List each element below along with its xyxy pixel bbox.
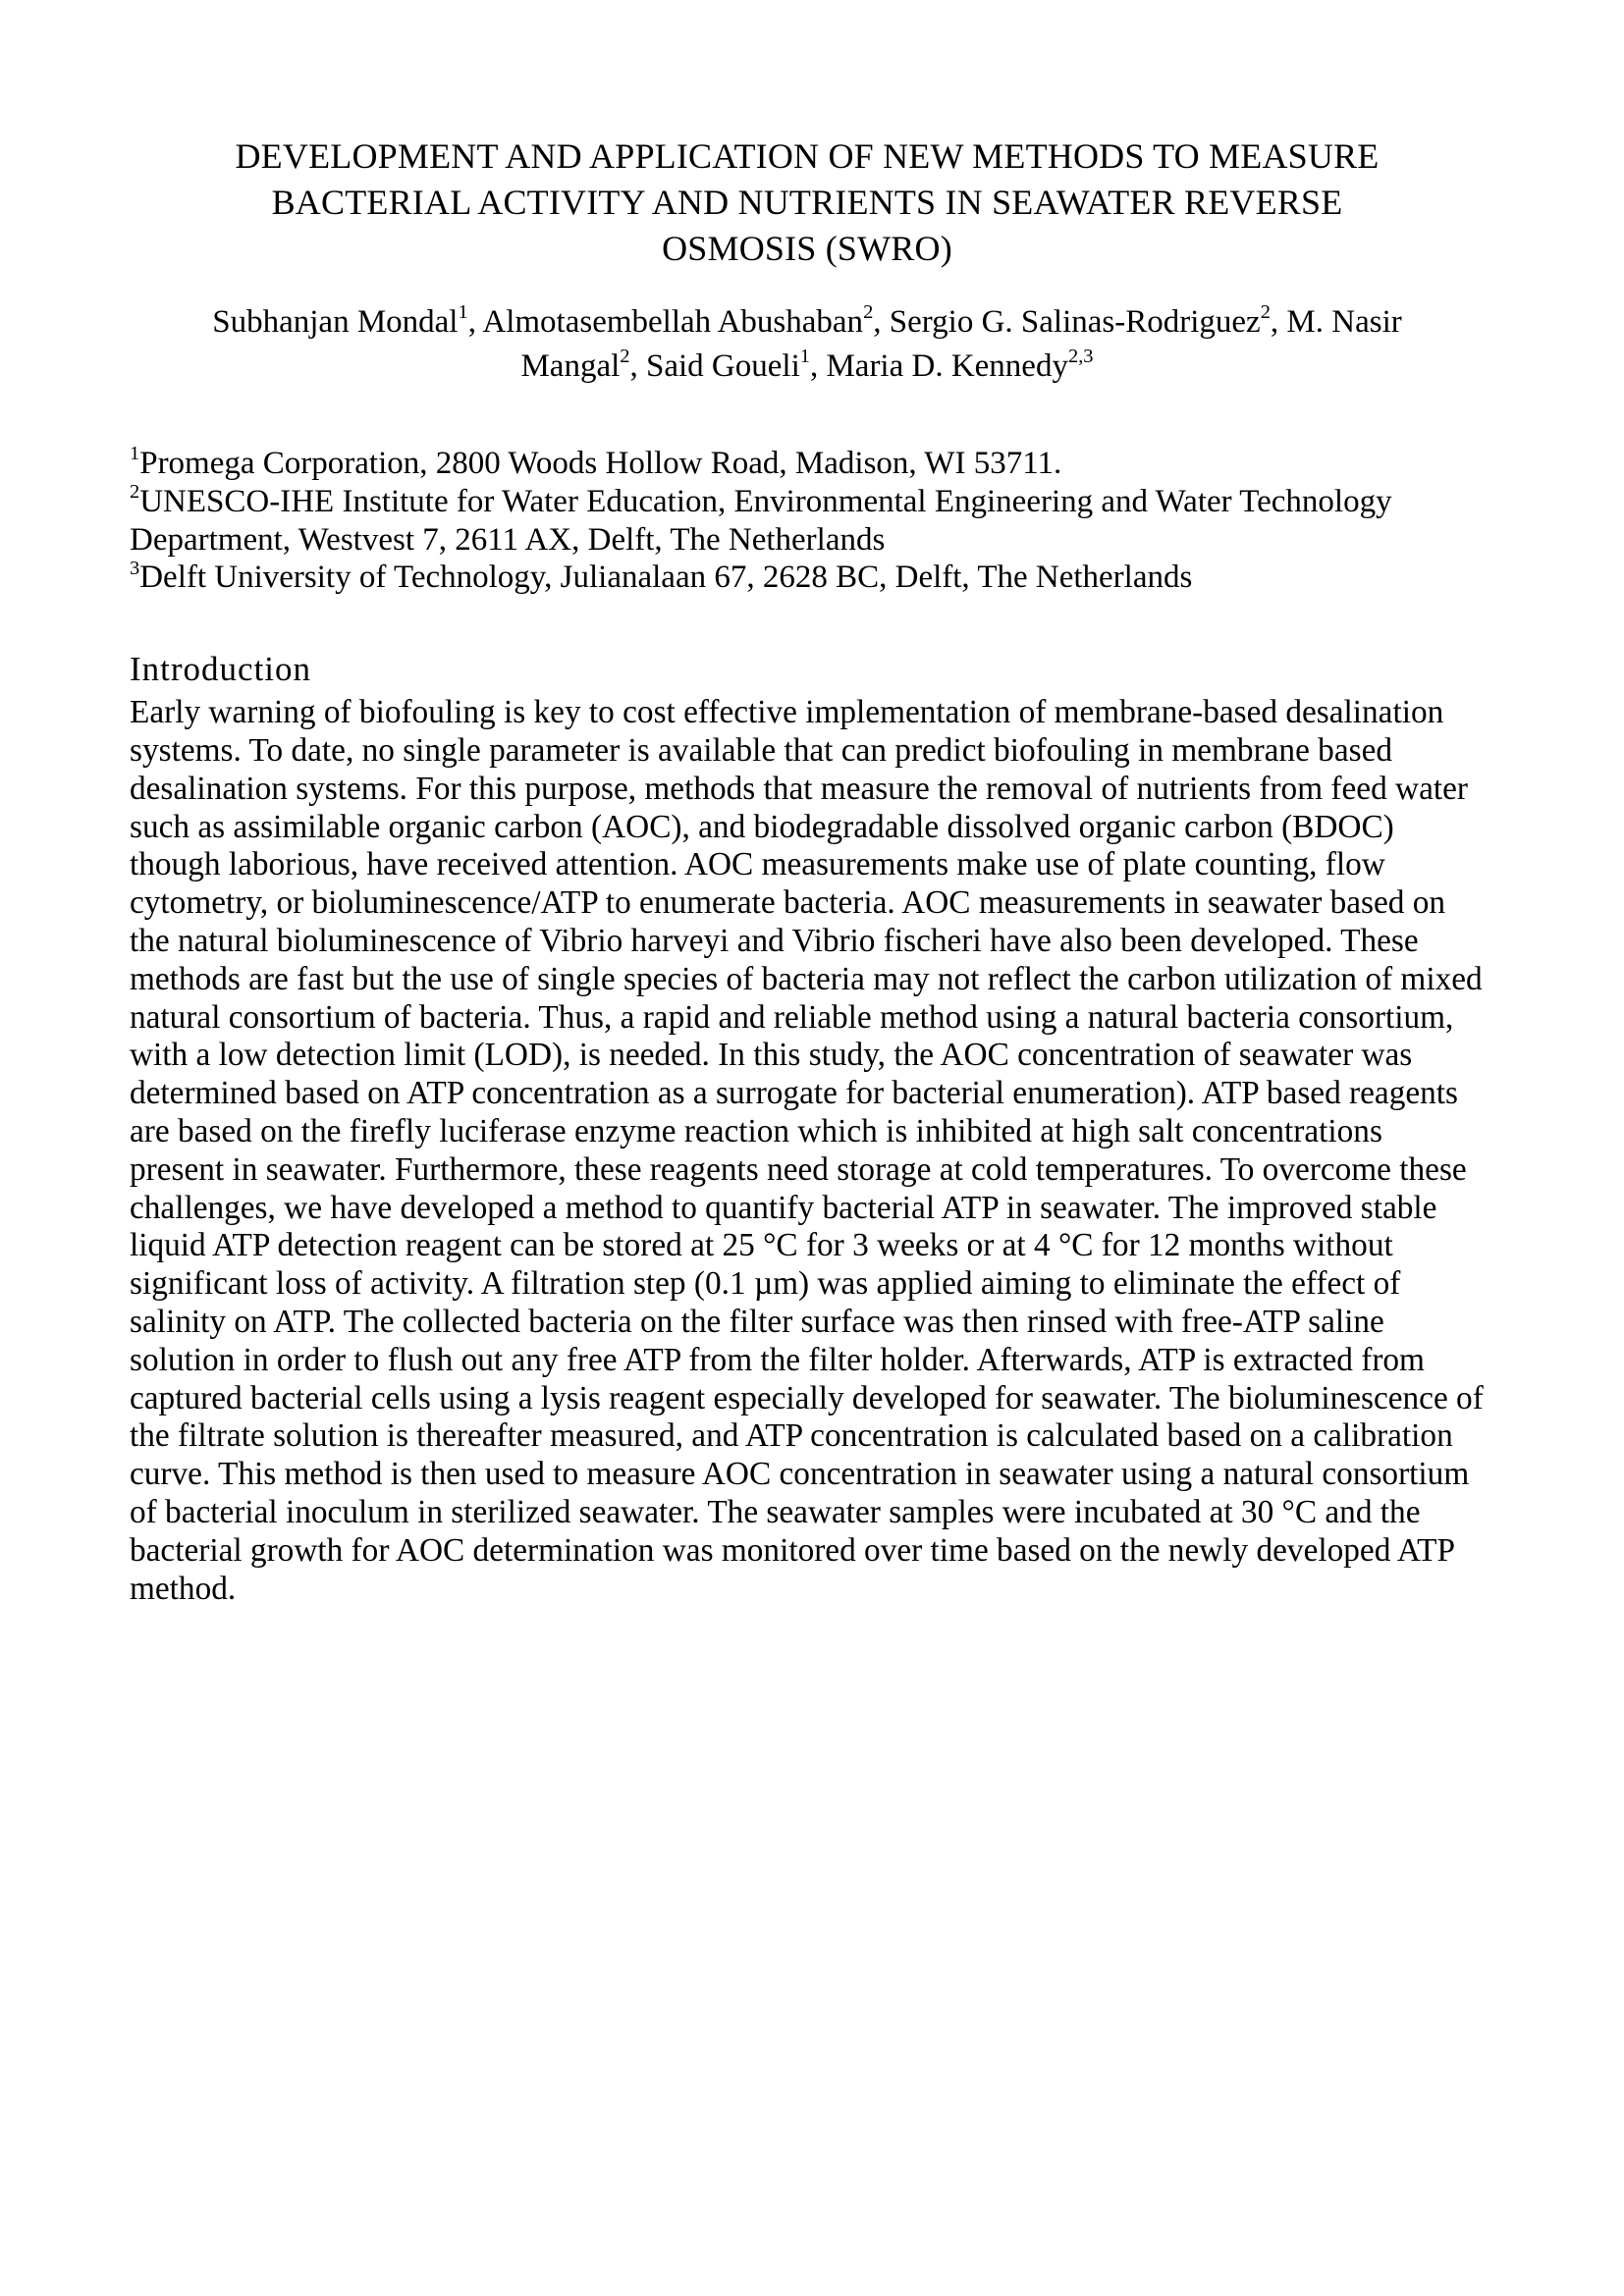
affiliation-marker: 2 bbox=[130, 481, 140, 504]
page-title bbox=[130, 133, 1485, 272]
affiliation-marker: 3 bbox=[130, 557, 140, 579]
section-heading-introduction: Introduction bbox=[130, 650, 312, 689]
affiliation-marker: 1 bbox=[130, 443, 140, 465]
authors-block bbox=[130, 300, 1485, 389]
affiliation-text: Delft University of Technology, Julianalaan 67, 2628 BC, Delft, The Netherlands bbox=[139, 560, 1193, 596]
affiliation-item bbox=[130, 445, 1485, 483]
affiliation-text: UNESCO-IHE Institute for Water Education, Environmental Engineering and Water Technology Department, Westvest 7, 2611 AX, Delft, The Netherlands bbox=[130, 483, 1392, 558]
authors-line-1: Subhanjan Mondal$^1$, Almotasembellah Abushaban$^2$, Sergio G. Salinas-Rodriguez$^2$, M. Nasir bbox=[212, 301, 1402, 340]
page-title-line-3: OSMOSIS (SWRO) bbox=[662, 229, 952, 268]
introduction-paragraph: Early warning of biofouling is key to cost effective implementation of membrane-based desalination systems. To date, no single parameter is available that can predict biofouling in membrane based desalination systems. For this purpose, methods that measure the removal of nutrients from feed water such as assimilable organic carbon (AOC), and biodegradable dissolved organic carbon (BDOC) though laborious, have received attention. AOC measurements make use of plate counting, flow cytometry, or bioluminescence/ATP to enumerate bacteria. AOC measurements in seawater based on the natural bioluminescence of Vibrio harveyi and Vibrio fischeri have also been developed. These methods are fast but the use of single species of bacteria may not reflect the carbon utilization of mixed natural consortium of bacteria. Thus, a rapid and reliable method using a natural bacteria consortium, with a low detection limit (LOD), is needed. In this study, the AOC concentration of seawater was determined based on ATP concentration as a surrogate for bacterial enumeration). ATP based reagents are based on the firefly luciferase enzyme reaction which is inhibited at high salt concentrations present in seawater. Furthermore, these reagents need storage at cold temperatures. To overcome these challenges, we have developed a method to quantify bacterial ATP in seawater. The improved stable liquid ATP detection reagent can be stored at 25 °C for 3 weeks or at 4 °C for 12 months without significant loss of activity. A filtration step (0.1 µm) was applied aiming to eliminate the effect of salinity on ATP. The collected bacteria on the filter surface was then rinsed with free-ATP saline solution in order to flush out any free ATP from the filter holder. Afterwards, ATP is extracted from captured bacterial cells using a lysis reagent especially developed for seawater. The bioluminescence of the filtrate solution is thereafter measured, and ATP concentration is calculated based on a calibration curve. This method is then used to measure AOC concentration in seawater using a natural consortium of bacterial inoculum in sterilized seawater. The seawater samples were incubated at 30 °C and the bacterial growth for AOC determination was monitored over time based on the newly developed ATP method. bbox=[130, 694, 1484, 1607]
page-title-line-2: BACTERIAL ACTIVITY AND NUTRIENTS IN SEAWATER REVERSE bbox=[271, 183, 1343, 222]
affiliations-block bbox=[130, 445, 1485, 597]
authors-line-2: Mangal$^2$, Said Goueli$^1$, Maria D. Kennedy$^{2,3}$ bbox=[520, 346, 1094, 384]
page-title-line-1: DEVELOPMENT AND APPLICATION OF NEW METHODS TO MEASURE bbox=[235, 136, 1380, 176]
affiliation-item bbox=[130, 559, 1485, 597]
affiliation-item bbox=[130, 483, 1485, 560]
affiliation-text: Promega Corporation, 2800 Woods Hollow Road, Madison, WI 53711. bbox=[139, 446, 1062, 481]
